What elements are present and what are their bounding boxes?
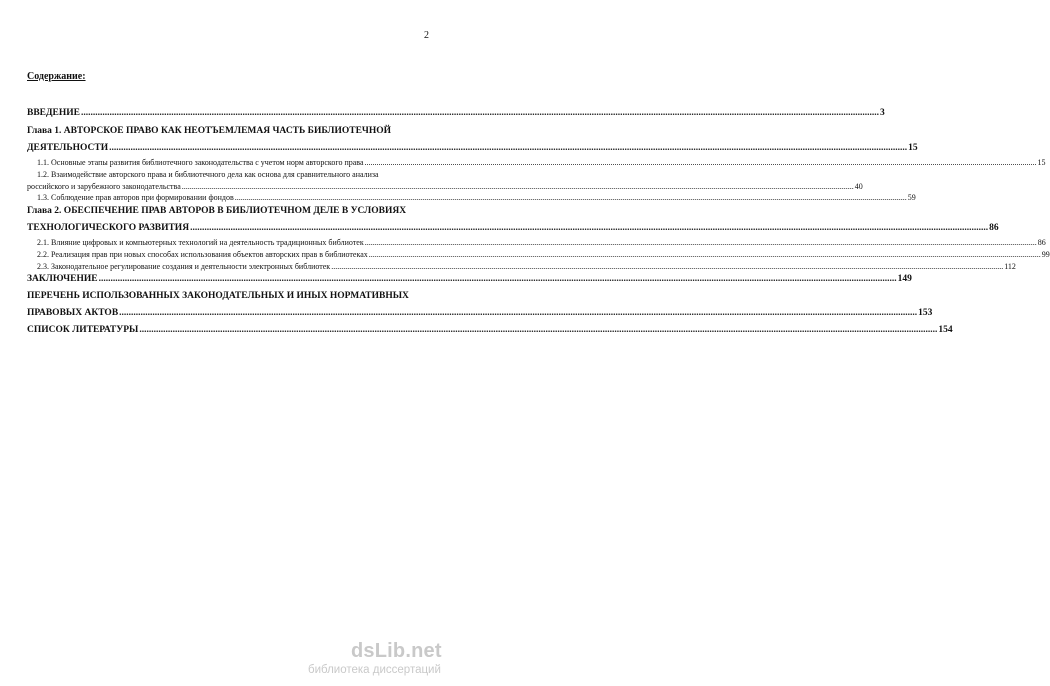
toc-entry-page: 59 [907,193,916,202]
toc-leader-dots [369,249,1041,261]
toc-entry-page: 153 [918,308,933,318]
toc-entry-page: 86 [1037,238,1046,247]
toc-entry-title: ВВЕДЕНИЕ [27,108,80,118]
toc-leader-dots [235,192,907,204]
toc-entry-1-3[interactable] [37,192,916,204]
toc-entry-1-2-line1[interactable]: 1.2. Взаимодействие авторского права и библиотечного дела как основа для сравнительного анализа [37,170,379,179]
toc-leader-dots [139,324,937,336]
toc-entry-title: 1.3. Соблюдение прав авторов при формировании фондов [37,193,234,202]
toc-leader-dots [81,107,879,119]
toc-entry-page: 15 [908,143,918,153]
toc-leader-dots [190,222,988,234]
toc-entry-conclusion[interactable] [27,273,912,285]
toc-leader-dots [365,157,1037,169]
toc-entry-title: ДЕЯТЕЛЬНОСТИ [27,143,109,153]
toc-entry-introduction[interactable] [27,107,885,119]
toc-entry-2-1[interactable] [37,237,1046,249]
toc-leader-dots [99,273,897,285]
toc-entry-title: ЗАКЛЮЧЕНИЕ [27,274,98,284]
watermark-subtitle: библиотека диссертаций [308,664,441,676]
toc-entry-1-1[interactable] [37,157,1046,169]
toc-entry-page: 149 [897,274,912,284]
toc-leader-dots [365,237,1037,249]
toc-entry-title: 2.1. Влияние цифровых и компьютерных технологий на деятельность традиционных библиотек [37,238,364,247]
toc-title: Содержание: [27,71,86,82]
toc-entry-legal-acts[interactable] [27,307,933,319]
toc-entry-title: 2.2. Реализация прав при новых способах использования объектов авторских прав в библиотеках [37,250,368,259]
watermark-logo: dsLib.net [351,640,442,662]
toc-leader-dots [331,261,1003,273]
toc-entry-title: ТЕХНОЛОГИЧЕСКОГО РАЗВИТИЯ [27,223,190,233]
toc-entry-2-3[interactable] [37,261,1016,273]
toc-entry-page: 40 [854,182,863,191]
page-number: 2 [424,30,429,41]
toc-leader-dots [119,307,917,319]
toc-entry-bibliography[interactable] [27,324,953,336]
toc-entry-page: 3 [880,108,885,118]
toc-entry-title: СПИСОК ЛИТЕРАТУРЫ [27,325,139,335]
toc-entry-chapter1[interactable] [27,142,918,154]
toc-entry-title: российского и зарубежного законодательства [27,182,181,191]
toc-entry-page: 112 [1004,262,1016,271]
toc-entry-page: 86 [989,223,999,233]
toc-entry-title: 1.1. Основные этапы развития библиотечного законодательства с учетом норм авторского права [37,158,364,167]
toc-leader-dots [109,142,907,154]
toc-entry-page: 99 [1041,250,1050,259]
toc-entry-title: ПРАВОВЫХ АКТОВ [27,308,119,318]
toc-entry-2-2[interactable] [37,249,1050,261]
toc-entry-chapter2-line1[interactable]: Глава 2. ОБЕСПЕЧЕНИЕ ПРАВ АВТОРОВ В БИБЛИОТЕЧНОМ ДЕЛЕ В УСЛОВИЯХ [27,206,407,216]
toc-entry-page: 154 [938,325,953,335]
toc-entry-chapter2[interactable] [27,222,999,234]
toc-entry-page: 15 [1037,158,1046,167]
toc-entry-chapter1-line1[interactable]: Глава 1. АВТОРСКОЕ ПРАВО КАК НЕОТЪЕМЛЕМАЯ ЧАСТЬ БИБЛИОТЕЧНОЙ [27,126,392,136]
toc-entry-title: 2.3. Законодательное регулирование создания и деятельности электронных библиотек [37,262,331,271]
toc-entry-legal-acts-line1[interactable]: ПЕРЕЧЕНЬ ИСПОЛЬЗОВАННЫХ ЗАКОНОДАТЕЛЬНЫХ И ИНЫХ НОРМАТИВНЫХ [27,291,409,301]
